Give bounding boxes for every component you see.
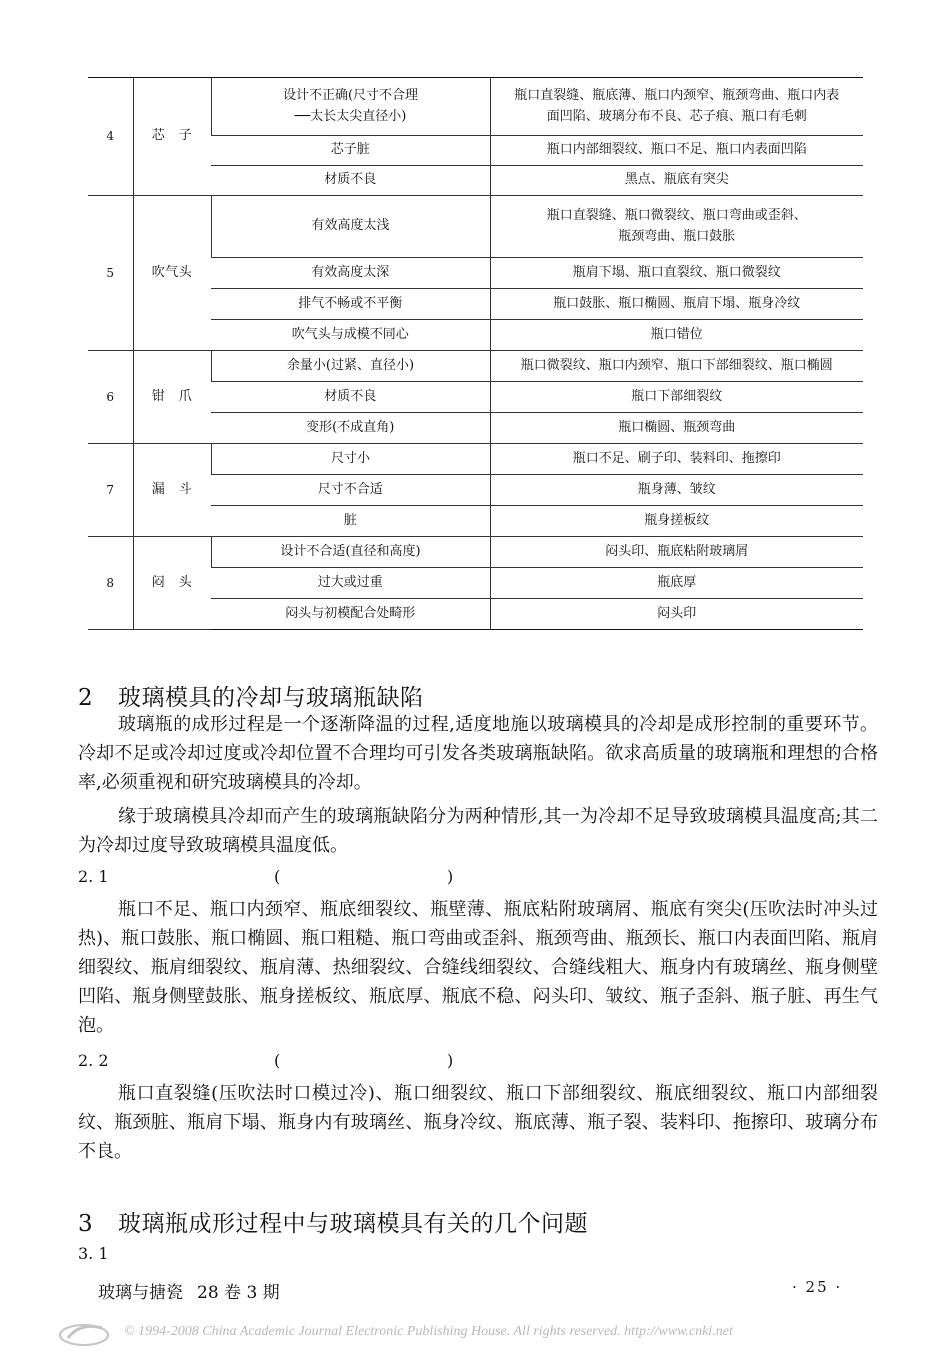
section-2-2-paragraph: 瓶口直裂缝(压吹法时口模过冷)、瓶口细裂纹、瓶口下部细裂纹、瓶底细裂纹、瓶口内部细裂纹、瓶颈脏、瓶肩下塌、瓶身内有玻璃丝、瓶身冷纹、瓶底薄、瓶子裂、装料印、拖擦印、玻璃分布不良。: [78, 1083, 878, 1162]
journal-name: 玻璃与搪瓷: [98, 1283, 183, 1303]
defects-cell: 瓶口不足、刷子印、装料印、拖擦印: [490, 444, 863, 475]
mold-part-name: 漏 斗: [133, 444, 211, 537]
table-row: [88, 196, 863, 258]
cause-cell: 材质不良: [211, 166, 490, 196]
defects-cell: 瓶口内部细裂纹、瓶口不足、瓶口内表面凹陷: [490, 136, 863, 166]
section-3-heading: [78, 1205, 878, 1238]
subsection-3-1-number: 3. 1: [78, 1244, 109, 1263]
journal-volume: 28 卷 3 期: [197, 1283, 280, 1303]
subsection-2-2-number: 2. 2: [78, 1051, 109, 1070]
section-2-paragraph-2: 缘于玻璃模具冷却而产生的玻璃瓶缺陷分为两种情形,其一为冷却不足导致玻璃模具温度高;其二为冷却过度导致玻璃模具温度低。: [78, 806, 878, 856]
row-group-number: 6: [88, 351, 133, 444]
section-2-title: 玻璃模具的冷却与玻璃瓶缺陷: [118, 685, 424, 711]
defects-cell: 瓶口下部细裂纹: [490, 382, 863, 413]
table-row: [88, 444, 863, 475]
cause-cell: 有效高度太深: [211, 258, 490, 289]
section-2-paragraph-1: 玻璃瓶的成形过程是一个逐渐降温的过程,适度地施以玻璃模具的冷却是成形控制的重要环节。冷却不足或冷却过度或冷却位置不合理均可引发各类玻璃瓶缺陷。欲求高质量的玻璃瓶和理想的合格率,必须重视和研究玻璃模具的冷却。: [78, 714, 878, 793]
copyright-text: © 1994-2008 China Academic Journal Electronic Publishing House. All rights reserved. http://www.cnki.net: [124, 1324, 733, 1339]
defects-cell: 闷头印: [490, 599, 863, 630]
table-row: [88, 537, 863, 568]
copyright-line: [58, 1318, 908, 1352]
section-2-number: 2: [78, 685, 94, 711]
cause-cell: 设计不正确(尺寸不合理 ──太长太尖直径小): [211, 78, 490, 136]
cause-cell: 排气不畅或不平衡: [211, 289, 490, 320]
defects-cell: 瓶口椭圆、瓶颈弯曲: [490, 413, 863, 444]
cause-cell: 有效高度太浅: [211, 196, 490, 258]
cause-cell: 吹气头与成模不同心: [211, 320, 490, 351]
cause-cell: 设计不合适(直径和高度): [211, 537, 490, 568]
page-number: · 25 ·: [792, 1278, 843, 1296]
defects-cell: 闷头印、瓶底粘附玻璃屑: [490, 537, 863, 568]
cause-cell: 尺寸小: [211, 444, 490, 475]
defects-cell: 瓶口错位: [490, 320, 863, 351]
table-row: [88, 351, 863, 382]
section-3-number: 3: [78, 1211, 94, 1237]
subsection-2-2-heading: [78, 1051, 878, 1070]
defects-cell: 瓶口鼓胀、瓶口椭圆、瓶肩下塌、瓶身冷纹: [490, 289, 863, 320]
defects-cell: 瓶口微裂纹、瓶口内颈窄、瓶口下部细裂纹、瓶口椭圆: [490, 351, 863, 382]
defect-table-body: [88, 78, 863, 630]
defect-table: [88, 77, 863, 630]
subsection-2-2-open-paren: (: [274, 1051, 281, 1070]
section-3-title: 玻璃瓶成形过程中与玻璃模具有关的几个问题: [118, 1211, 588, 1237]
table-row: [88, 78, 863, 136]
subsection-2-2-close-paren: ): [447, 1051, 454, 1070]
defects-cell: 瓶身薄、皱纹: [490, 475, 863, 506]
subsection-2-1-open-paren: (: [274, 867, 281, 886]
cause-cell: 过大或过重: [211, 568, 490, 599]
defects-cell: 瓶身搓板纹: [490, 506, 863, 537]
cause-cell: 脏: [211, 506, 490, 537]
defects-cell: 黑点、瓶底有突尖: [490, 166, 863, 196]
subsection-2-1-number: 2. 1: [78, 867, 109, 886]
subsection-2-1-heading: [78, 867, 878, 886]
row-group-number: 5: [88, 196, 133, 351]
cause-cell: 变形(不成直角): [211, 413, 490, 444]
section-2-heading: [78, 679, 878, 712]
journal-footer: [98, 1278, 280, 1303]
mold-part-name: 芯 子: [133, 78, 211, 196]
cause-cell: 尺寸不合适: [211, 475, 490, 506]
cnki-logo-swoosh: [68, 1326, 102, 1338]
mold-part-name: 钳 爪: [133, 351, 211, 444]
cnki-logo-icon: [58, 1318, 114, 1348]
subsection-2-1-close-paren: ): [447, 867, 454, 886]
mold-part-name: 闷 头: [133, 537, 211, 630]
section-2-1-paragraph: 瓶口不足、瓶口内颈窄、瓶底细裂纹、瓶壁薄、瓶底粘附玻璃屑、瓶底有突尖(压吹法时冲头过热)、瓶口鼓胀、瓶口椭圆、瓶口粗糙、瓶口弯曲或歪斜、瓶颈弯曲、瓶颈长、瓶口内表面凹陷、瓶肩细裂纹、瓶肩细裂纹、瓶肩薄、热细裂纹、合缝线细裂纹、合缝线粗大、瓶身内有玻璃丝、瓶身侧壁凹陷、瓶身侧壁鼓胀、瓶身搓板纹、瓶底厚、瓶底不稳、闷头印、皱纹、瓶子歪斜、瓶子脏、再生气泡。: [78, 899, 878, 1036]
defects-cell: 瓶口直裂缝、瓶口微裂纹、瓶口弯曲或歪斜、 瓶颈弯曲、瓶口鼓胀: [490, 196, 863, 258]
cause-cell: 芯子脏: [211, 136, 490, 166]
cause-cell: 材质不良: [211, 382, 490, 413]
defects-cell: 瓶肩下塌、瓶口直裂纹、瓶口微裂纹: [490, 258, 863, 289]
row-group-number: 7: [88, 444, 133, 537]
mold-part-name: 吹气头: [133, 196, 211, 351]
row-group-number: 8: [88, 537, 133, 630]
cause-cell: 闷头与初模配合处畸形: [211, 599, 490, 630]
row-group-number: 4: [88, 78, 133, 196]
defects-cell: 瓶底厚: [490, 568, 863, 599]
defects-cell: 瓶口直裂缝、瓶底薄、瓶口内颈窄、瓶颈弯曲、瓶口内表 面凹陷、玻璃分布不良、芯子痕、瓶口有毛刺: [490, 78, 863, 136]
cause-cell: 余量小(过紧、直径小): [211, 351, 490, 382]
